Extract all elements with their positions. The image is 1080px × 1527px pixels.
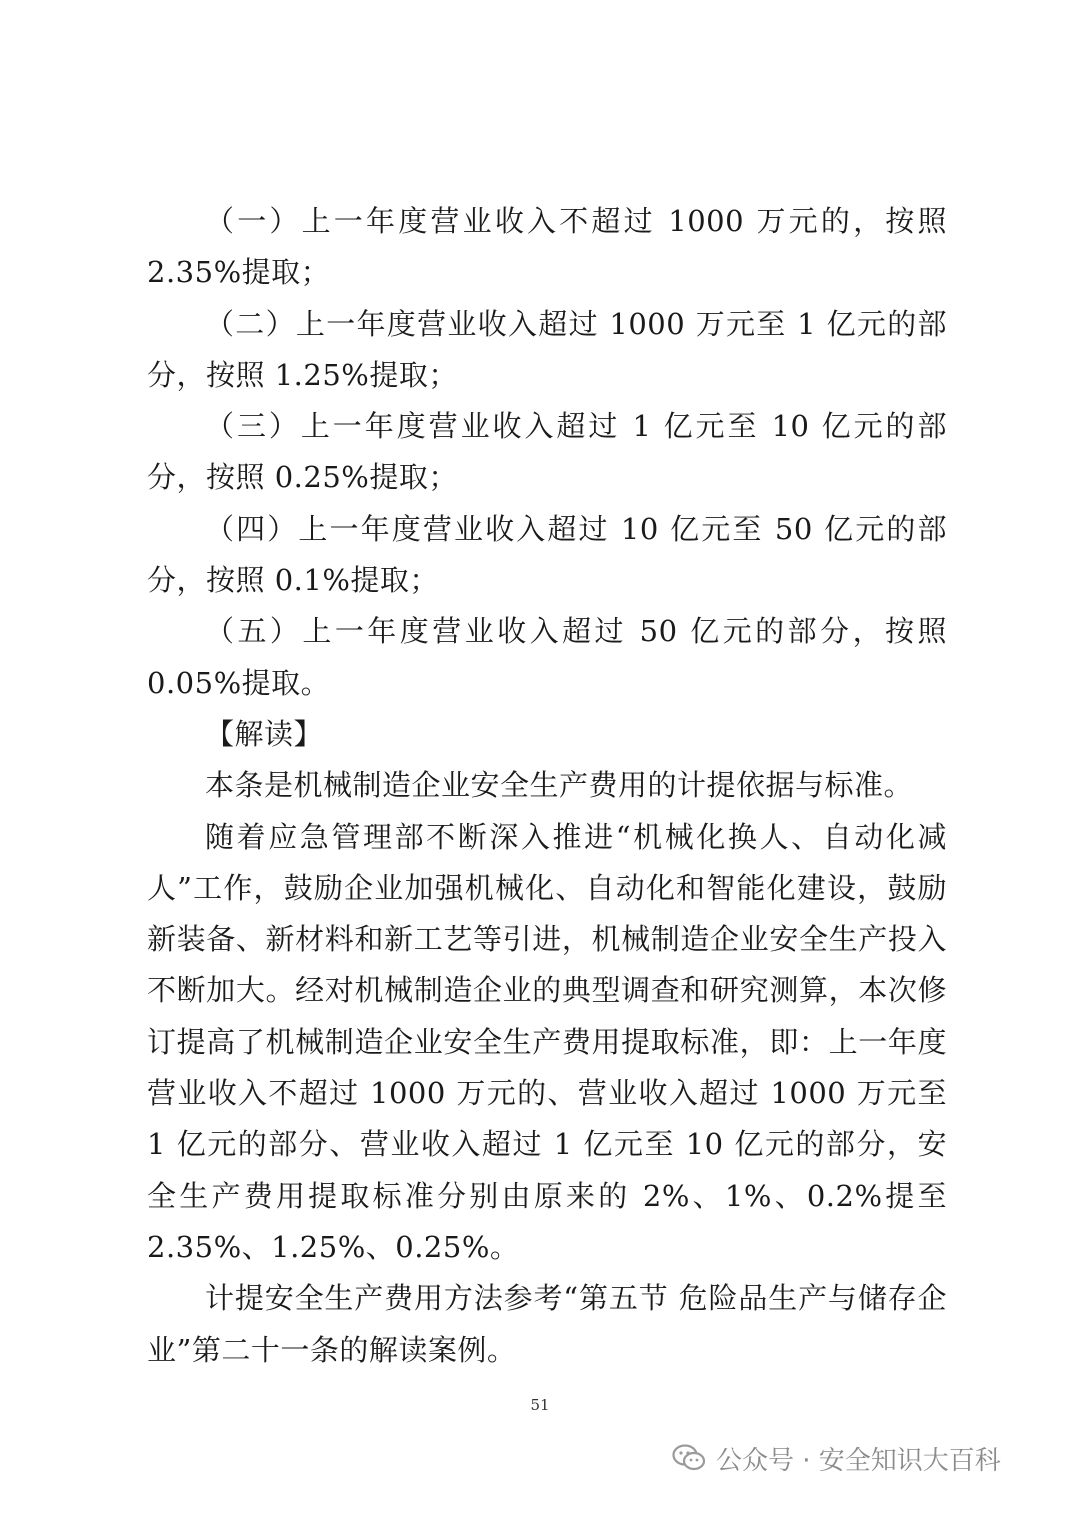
paragraph-intro: 本条是机械制造企业安全生产费用的计提依据与标准。 — [205, 768, 914, 803]
paragraph-explanation: 随着应急管理部不断深入推进“机械化换人、自动化减人”工作，鼓励企业加强机械化、自动化和智能化建设，鼓励新装备、新材料和新工艺等引进，机械制造企业安全生产投入不断加大。经对机械制造企业的典型调查和研究测算，本次修订提高了机械制造企业安全生产费用提取标准，即：上一年度营业收入不超过 1000 万元的、营业收入超过 1000 万元至 1 亿元的部分、营业收入超过 1 亿元至 10 亿元的部分，安全生产费用提取标准分别由原来的 2%、1%、0.2%提至 2.35%、1.25%、0.25%。 — [147, 819, 947, 1264]
paragraph-item-2: （二）上一年度营业收入超过 1000 万元至 1 亿元的部分，按照 1.25%提取； — [147, 306, 947, 392]
paragraph-item-1: （一）上一年度营业收入不超过 1000 万元的，按照 2.35%提取； — [147, 204, 947, 290]
section-heading-interpretation: 【解读】 — [205, 716, 324, 751]
document-body — [147, 196, 947, 1376]
paragraph-item-5: （五）上一年度营业收入超过 50 亿元的部分，按照 0.05%提取。 — [147, 614, 947, 700]
wechat-icon — [672, 1443, 706, 1473]
watermark-text: 公众号 · 安全知识大百科 — [716, 1445, 1001, 1476]
paragraph-reference: 计提安全生产费用方法参考“第五节 危险品生产与储存企业”第二十一条的解读案例。 — [147, 1281, 947, 1367]
paragraph-item-4: （四）上一年度营业收入超过 10 亿元至 50 亿元的部分，按照 0.1%提取； — [147, 511, 947, 598]
paragraph-item-3: （三）上一年度营业收入超过 1 亿元至 10 亿元的部分，按照 0.25%提取； — [147, 409, 947, 495]
page-number: 51 — [530, 1396, 550, 1414]
watermark — [672, 1436, 1001, 1480]
